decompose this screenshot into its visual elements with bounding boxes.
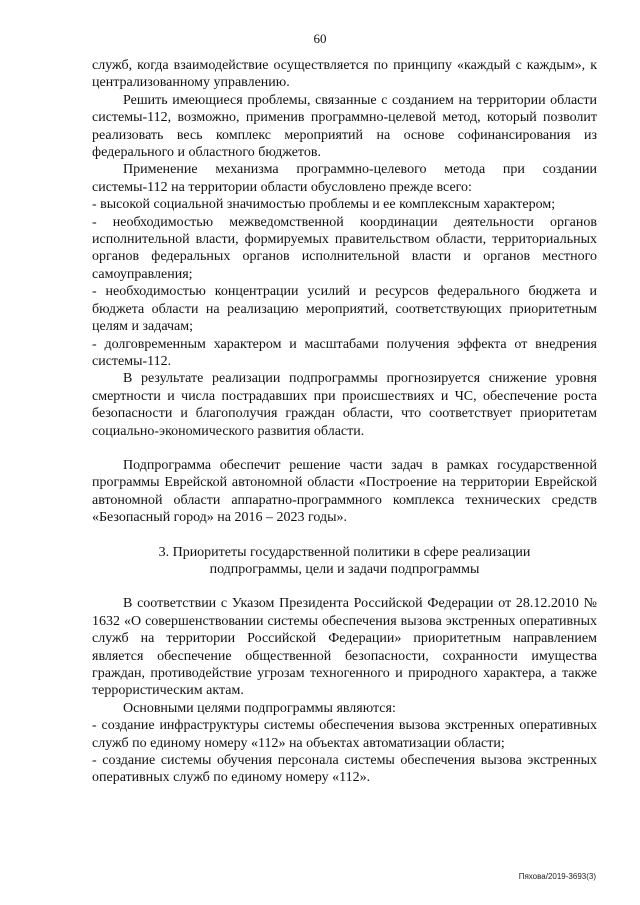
spacer [92,578,597,595]
paragraph: В результате реализации подпрограммы прогнозируется снижение уровня смертности и числа пострадавших при происшествиях и ЧС, обеспечение роста безопасности и благополучия граждан области, что соответствует приоритетам социально-экономического развития области. [92,371,597,439]
list-item: - необходимостью межведомственной координации деятельности органов исполнительной власти, формируемых правительством области, территориальных органов федеральных органов исполнительной власти и органов местного самоуправления; [92,214,597,282]
document-body [92,57,597,787]
paragraph-continuation: служб, когда взаимодействие осуществляется по принципу «каждый с каждым», к централизованному управлению. [92,58,597,91]
section-heading [92,544,597,579]
paragraph: Основными целями подпрограммы являются: [123,700,396,716]
paragraph: Решить имеющиеся проблемы, связанные с созданием на территории области системы-112, возможно, применив программно-целевой метод, который позволит реализовать весь комплекс мероприятий на основе софинансирования из федерального и областного бюджетов. [92,92,597,161]
section-heading-line-1: 3. Приоритеты государственной политики в сфере реализации [158,544,531,560]
list-item: - долговременным характером и масштабами получения эффекта от внедрения системы-112. [92,336,597,369]
paragraph: В соответствии с Указом Президента Российской Федерации от 28.12.2010 № 1632 «О совершенствовании системы обеспечения вызова экстренных оперативных служб на территории Российской Федерации» приоритетным направлением является обеспечение общественной безопасности, сохранности имущества граждан, противодействие угрозам техногенного и природного характера, а также террористическим актам. [92,596,597,699]
list-item: - создание инфраструктуры системы обеспечения вызова экстренных оперативных служб по единому номеру «112» на объектах автоматизации области; [92,718,597,751]
page-number: 60 [313,31,327,46]
paragraph: Применение механизма программно-целевого метода при создании системы-112 на территории области обусловлено прежде всего: [92,162,597,195]
section-heading-line-2: подпрограммы, цели и задачи подпрограммы [209,561,480,577]
spacer [92,527,597,544]
paragraph: Подпрограмма обеспечит решение части задач в рамках государственной программы Еврейской автономной области «Построение на территории Еврейской автономной области аппаратно-программного комплекса технических средств «Безопасный город» на 2016 – 2023 годы». [92,457,597,526]
list-item: - высокой социальной значимостью проблемы и ее комплексным характером; [92,197,556,213]
document-code: Пяхова/2019-3693(3) [518,872,596,881]
list-item: - создание системы обучения персонала системы обеспечения вызова экстренных оперативных служб по единому номеру «112». [92,753,597,786]
spacer [92,440,597,457]
list-item: - необходимостью концентрации усилий и ресурсов федерального бюджета и бюджета области на реализацию мероприятий, соответствующих приоритетным целям и задачам; [92,284,597,335]
